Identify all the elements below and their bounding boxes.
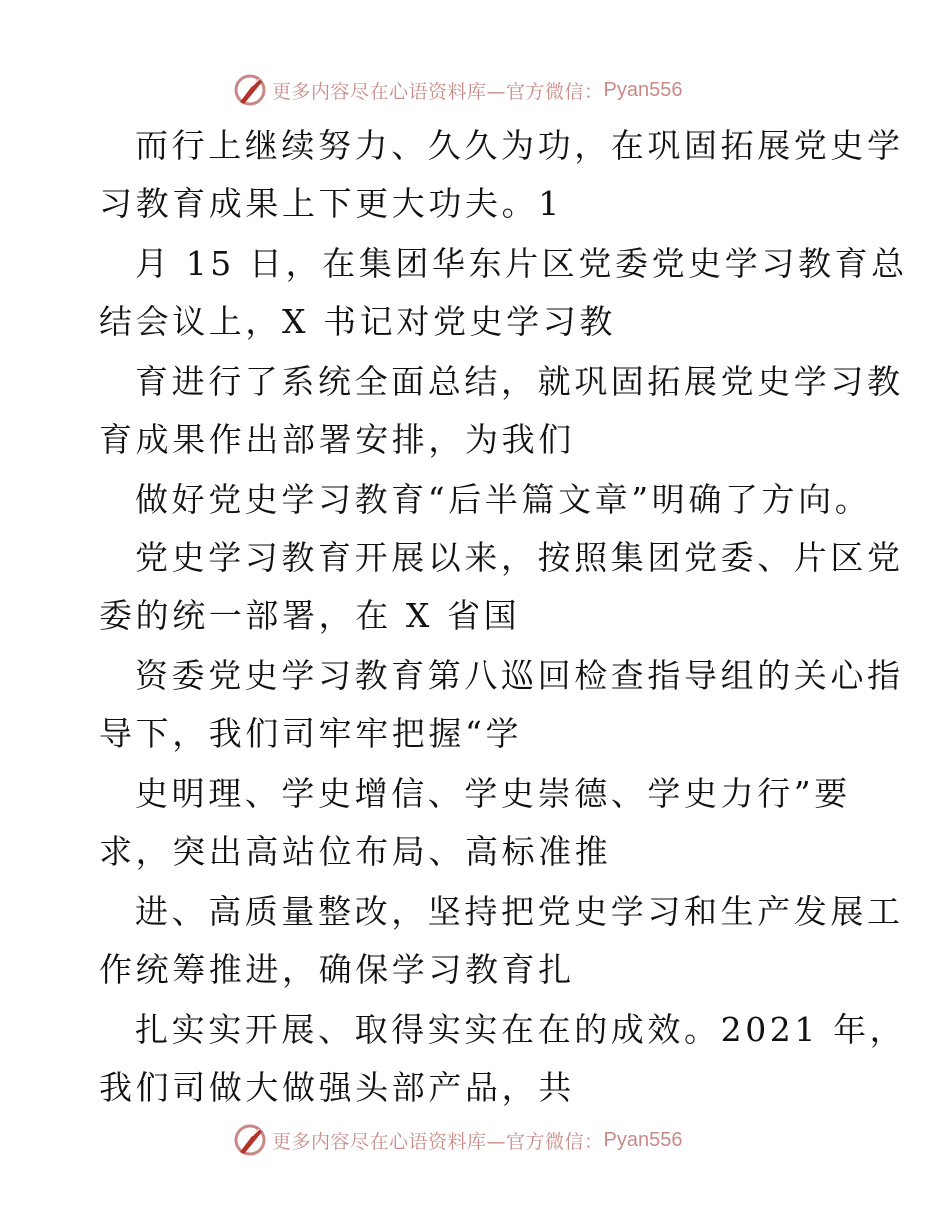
text-line: 进、高质量整改，坚持把党史学习和生产发展工	[135, 892, 904, 931]
quill-logo-icon	[232, 1122, 268, 1158]
watermark-wechat-id: Pyan556	[603, 78, 683, 101]
text-line: 做好党史学习教育“后半篇文章”明确了方向。	[135, 480, 872, 519]
text-line: 育成果作出部署安排，为我们	[99, 420, 575, 459]
watermark-text: 更多内容尽在心语资料库—官方微信：	[272, 1130, 604, 1153]
text-line: 求，突出高站位布局、高标准推	[99, 832, 612, 871]
text-line: 扎实实开展、取得实实在在的成效。2021 年，	[135, 1010, 907, 1049]
text-line: 育进行了系统全面总结，就巩固拓展党史学习教	[135, 362, 904, 401]
text-line: 作统筹推进，确保学习教育扎	[99, 950, 575, 989]
text-line: 史明理、学史增信、学史崇德、学史力行”要	[135, 774, 851, 813]
text-line: 导下，我们司牢牢把握“学	[99, 714, 523, 753]
text-line: 结会议上，X 书记对党史学习教	[99, 302, 616, 341]
quill-logo-icon	[232, 72, 268, 108]
text-line: 我们司做大做强头部产品，共	[99, 1068, 575, 1107]
text-line: 党史学习教育开展以来，按照集团党委、片区党	[135, 538, 904, 577]
text-line: 委的统一部署，在 X 省国	[99, 596, 521, 635]
text-line: 月 15 日，在集团华东片区党委党史学习教育总	[135, 244, 908, 283]
watermark-text: 更多内容尽在心语资料库—官方微信：	[272, 80, 604, 103]
text-line: 而行上继续努力、久久为功，在巩固拓展党史学	[135, 126, 904, 165]
text-line: 资委党史学习教育第八巡回检查指导组的关心指	[135, 656, 904, 695]
text-line: 习教育成果上下更大功夫。1	[99, 184, 563, 223]
watermark-wechat-id: Pyan556	[603, 1128, 683, 1151]
header-watermark	[232, 70, 752, 110]
footer-watermark	[232, 1120, 752, 1160]
